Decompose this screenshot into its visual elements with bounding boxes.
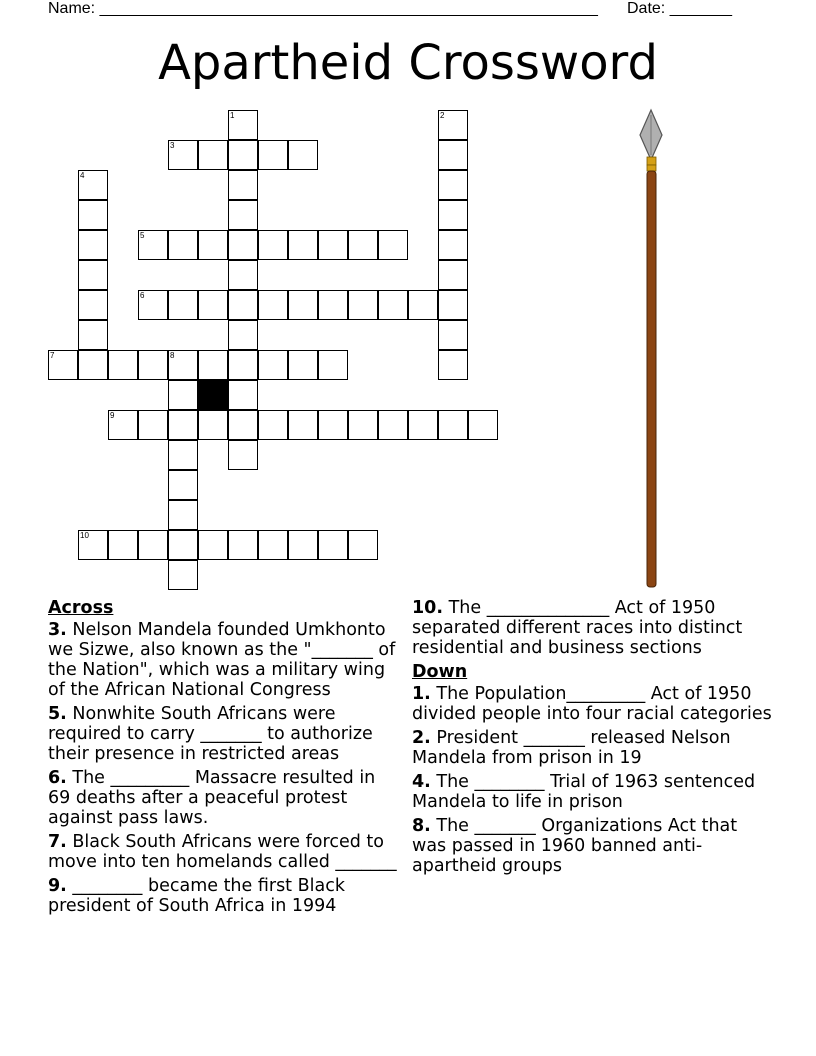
clue-down-8 (412, 816, 772, 876)
crossword-cell[interactable] (438, 110, 468, 140)
crossword-cell[interactable] (348, 410, 378, 440)
clue-number: 1 (230, 111, 235, 120)
crossword-cell[interactable] (168, 470, 198, 500)
crossword-cell[interactable] (228, 440, 258, 470)
clue-number: 6 (140, 291, 145, 300)
crossword-cell[interactable] (228, 530, 258, 560)
crossword-cell[interactable] (408, 410, 438, 440)
crossword-cell[interactable] (378, 410, 408, 440)
clue-number: 2. (412, 728, 431, 748)
crossword-cell[interactable] (288, 410, 318, 440)
clue-down-2 (412, 728, 772, 768)
crossword-cell[interactable] (288, 350, 318, 380)
clue-across-5 (48, 704, 403, 764)
crossword-cell[interactable] (378, 290, 408, 320)
crossword-cell[interactable] (78, 530, 108, 560)
crossword-cell[interactable] (228, 410, 258, 440)
clue-text: The _______ Organizations Act that was passed in 1960 banned anti-apartheid groups (412, 816, 738, 876)
clue-text: The ______________ Act of 1950 separated different races into distinct residential and business sections (412, 598, 743, 658)
crossword-cell[interactable] (168, 350, 198, 380)
crossword-cell[interactable] (168, 230, 198, 260)
across-heading: Across (48, 598, 114, 618)
crossword-cell[interactable] (288, 230, 318, 260)
crossword-cell[interactable] (228, 170, 258, 200)
crossword-cell[interactable] (258, 290, 288, 320)
crossword-cell[interactable] (108, 530, 138, 560)
clue-number: 9. (48, 876, 67, 896)
clues-left-column (48, 598, 403, 920)
clue-down-4 (412, 772, 772, 812)
crossword-cell[interactable] (198, 350, 228, 380)
crossword-cell[interactable] (318, 350, 348, 380)
clue-number: 7 (50, 351, 55, 360)
name-field[interactable]: Name: ________________________________________________________ (48, 0, 598, 17)
crossword-cell[interactable] (168, 500, 198, 530)
black-square (198, 380, 228, 410)
clue-number: 2 (440, 111, 445, 120)
crossword-cell[interactable] (228, 200, 258, 230)
clue-number: 3. (48, 620, 67, 640)
crossword-cell[interactable] (438, 260, 468, 290)
crossword-cell[interactable] (228, 110, 258, 140)
crossword-cell[interactable] (348, 530, 378, 560)
clue-text: The ________ Trial of 1963 sentenced Mandela to life in prison (412, 772, 756, 812)
crossword-cell[interactable] (138, 410, 168, 440)
crossword-cell[interactable] (228, 320, 258, 350)
clue-across-7 (48, 832, 403, 872)
crossword-cell[interactable] (48, 350, 78, 380)
clue-number: 8 (170, 351, 175, 360)
clue-number: 8. (412, 816, 431, 836)
clue-across-10 (412, 598, 772, 658)
clue-down-1 (412, 684, 772, 724)
clue-text: Black South Africans were forced to move into ten homelands called _______ (48, 832, 397, 872)
crossword-cell[interactable] (168, 410, 198, 440)
crossword-cell[interactable] (258, 530, 288, 560)
clue-across-3 (48, 620, 403, 700)
crossword-cell[interactable] (168, 380, 198, 410)
crossword-cell[interactable] (438, 230, 468, 260)
crossword-cell[interactable] (78, 170, 108, 200)
clue-text: The _________ Massacre resulted in 69 deaths after a peaceful protest against pass laws. (48, 768, 376, 828)
clue-number: 6. (48, 768, 67, 788)
crossword-cell[interactable] (168, 440, 198, 470)
clue-across-6 (48, 768, 403, 828)
clue-number: 7. (48, 832, 67, 852)
crossword-cell[interactable] (438, 170, 468, 200)
clue-number: 4 (80, 171, 85, 180)
clue-text: Nonwhite South Africans were required to carry _______ to authorize their presence in restricted areas (48, 704, 373, 764)
clue-number: 10. (412, 598, 444, 618)
crossword-cell[interactable] (198, 140, 228, 170)
crossword-cell[interactable] (138, 230, 168, 260)
crossword-cell[interactable] (228, 350, 258, 380)
clue-number: 4. (412, 772, 431, 792)
crossword-cell[interactable] (288, 530, 318, 560)
clue-number: 3 (170, 141, 175, 150)
down-heading: Down (412, 662, 468, 682)
crossword-cell[interactable] (168, 560, 198, 590)
crossword-cell[interactable] (258, 140, 288, 170)
crossword-cell[interactable] (78, 260, 108, 290)
clue-text: Nelson Mandela founded Umkhonto we Sizwe, also known as the "_______ of the Nation", which was a military wing of the African National Congress (48, 620, 396, 700)
crossword-cell[interactable] (78, 350, 108, 380)
crossword-cell[interactable] (138, 350, 168, 380)
crossword-cell[interactable] (438, 200, 468, 230)
crossword-cell[interactable] (168, 530, 198, 560)
spear-icon (630, 105, 674, 591)
crossword-cell[interactable] (228, 290, 258, 320)
crossword-cell[interactable] (438, 410, 468, 440)
crossword-cell[interactable] (438, 140, 468, 170)
crossword-cell[interactable] (378, 230, 408, 260)
clue-text: The Population_________ Act of 1950 divided people into four racial categories (412, 684, 772, 724)
crossword-cell[interactable] (408, 290, 438, 320)
crossword-cell[interactable] (198, 230, 228, 260)
crossword-cell[interactable] (318, 290, 348, 320)
clue-number: 10 (80, 531, 89, 540)
crossword-cell[interactable] (108, 410, 138, 440)
crossword-cell[interactable] (78, 230, 108, 260)
clue-number: 1. (412, 684, 431, 704)
crossword-cell[interactable] (168, 290, 198, 320)
crossword-cell[interactable] (318, 230, 348, 260)
crossword-cell[interactable] (78, 290, 108, 320)
crossword-cell[interactable] (468, 410, 498, 440)
crossword-cell[interactable] (198, 530, 228, 560)
crossword-cell[interactable] (228, 230, 258, 260)
clue-number: 9 (110, 411, 115, 420)
crossword-cell[interactable] (198, 410, 228, 440)
crossword-cell[interactable] (78, 200, 108, 230)
crossword-cell[interactable] (258, 230, 288, 260)
date-field[interactable]: Date: _______ (627, 0, 732, 17)
crossword-cell[interactable] (138, 530, 168, 560)
crossword-cell[interactable] (198, 290, 228, 320)
clue-text: President _______ released Nelson Mandela from prison in 19 (412, 728, 731, 768)
crossword-cell[interactable] (348, 290, 378, 320)
crossword-cell[interactable] (288, 140, 318, 170)
clue-text: ________ became the first Black president of South Africa in 1994 (48, 876, 345, 916)
crossword-cell[interactable] (168, 140, 198, 170)
crossword-cell[interactable] (258, 410, 288, 440)
crossword-cell[interactable] (258, 350, 288, 380)
crossword-cell[interactable] (228, 380, 258, 410)
page-title: Apartheid Crossword (158, 35, 658, 91)
crossword-cell[interactable] (348, 230, 378, 260)
crossword-cell[interactable] (438, 290, 468, 320)
crossword-cell[interactable] (438, 350, 468, 380)
crossword-cell[interactable] (138, 290, 168, 320)
crossword-cell[interactable] (108, 350, 138, 380)
crossword-cell[interactable] (78, 320, 108, 350)
crossword-cell[interactable] (318, 530, 348, 560)
crossword-cell[interactable] (438, 320, 468, 350)
crossword-cell[interactable] (228, 140, 258, 170)
clue-number: 5. (48, 704, 67, 724)
clue-across-9 (48, 876, 403, 916)
clues-right-column (412, 598, 772, 880)
crossword-cell[interactable] (318, 410, 348, 440)
crossword-cell[interactable] (228, 260, 258, 290)
clue-number: 5 (140, 231, 145, 240)
crossword-cell[interactable] (288, 290, 318, 320)
